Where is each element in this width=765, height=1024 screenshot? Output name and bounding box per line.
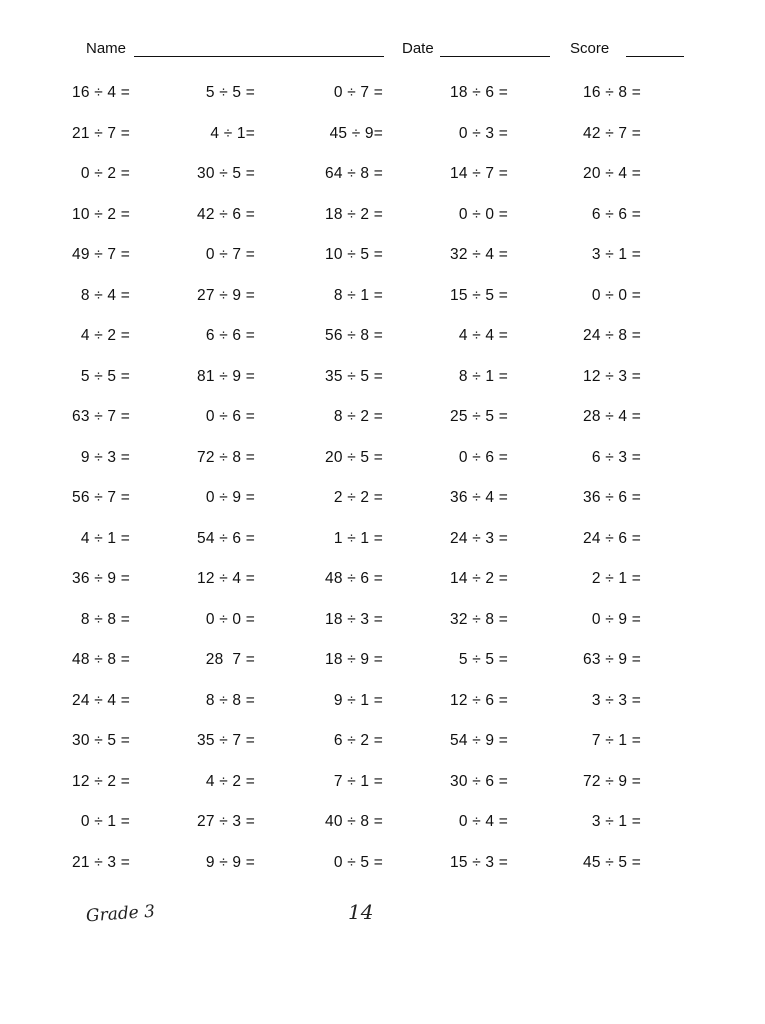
division-problem: 72 ÷ 8 = [197,448,255,466]
division-problem: 8 ÷ 8 = [205,691,255,709]
division-problem: 54 ÷ 6 = [197,529,255,547]
division-problem: 0 ÷ 1 = [80,813,130,830]
division-problem: 0 ÷ 5 = [333,853,383,871]
division-problem: 12 ÷ 6 = [450,691,508,709]
division-problem: 28 ÷ 4 = [583,408,641,425]
problem-row [0,246,765,287]
division-problem: 64 ÷ 8 = [325,165,383,182]
division-problem: 15 ÷ 3 = [450,853,508,871]
problem-row [0,125,765,166]
problem-row [0,732,765,773]
division-problem: 42 ÷ 7 = [583,124,641,142]
division-problem: 9 ÷ 3 = [80,448,130,466]
division-problem: 4 ÷ 2 = [205,772,255,790]
date-field-line[interactable] [440,56,550,57]
division-problem: 5 ÷ 5 = [80,367,130,385]
division-problem: 36 ÷ 4 = [450,489,508,506]
score-field-line[interactable] [626,56,684,57]
page-number-handwritten: 14 [348,900,374,924]
division-problem: 49 ÷ 7 = [72,246,130,263]
division-problem: 3 ÷ 1 = [591,813,641,830]
division-problem: 32 ÷ 4 = [450,246,508,263]
division-problem: 16 ÷ 4 = [72,84,130,101]
name-label: Name [86,40,127,57]
division-problem: 21 ÷ 3 = [72,853,130,871]
division-problem: 18 ÷ 3 = [325,610,383,628]
division-problem: 8 ÷ 1 = [458,367,508,385]
score-label: Score [570,40,610,57]
division-problem: 6 ÷ 3 = [591,448,641,466]
division-problem: 27 ÷ 9 = [197,286,255,304]
division-problem: 0 ÷ 4 = [458,813,508,830]
division-problem: 25 ÷ 5 = [450,408,508,425]
division-problem: 16 ÷ 8 = [583,84,641,101]
division-problem: 32 ÷ 8 = [450,610,508,628]
division-problem: 0 ÷ 2 = [80,165,130,182]
division-problem: 4 ÷ 1 = [80,529,130,547]
division-problem: 10 ÷ 2 = [72,205,130,223]
division-problem: 8 ÷ 2 = [333,408,383,425]
problem-row [0,327,765,368]
division-problem: 0 ÷ 6 = [205,408,255,425]
division-problem: 12 ÷ 2 = [72,772,130,790]
problem-row [0,368,765,409]
division-problem: 20 ÷ 5 = [325,448,383,466]
division-problem: 8 ÷ 4 = [80,286,130,304]
date-label: Date [402,40,434,57]
division-problem: 24 ÷ 4 = [72,691,130,709]
division-problem: 6 ÷ 6 = [205,327,255,344]
division-problem: 24 ÷ 3 = [450,529,508,547]
division-problem: 35 ÷ 5 = [325,367,383,385]
worksheet-header [0,36,765,60]
division-problem: 24 ÷ 6 = [583,529,641,547]
division-problem: 36 ÷ 6 = [583,489,641,506]
division-problem: 2 ÷ 1 = [591,570,641,587]
division-problem: 0 ÷ 7 = [205,246,255,263]
problem-row [0,651,765,692]
division-problem: 20 ÷ 4 = [583,165,641,182]
division-problem: 9 ÷ 1 = [333,691,383,709]
division-problem: 0 ÷ 0 = [458,205,508,223]
division-problem: 24 ÷ 8 = [583,327,641,344]
division-problem: 10 ÷ 5 = [325,246,383,263]
name-field-line[interactable] [134,56,384,57]
division-problem: 6 ÷ 2 = [333,732,383,749]
division-problem: 1 ÷ 1 = [333,529,383,547]
division-problem: 18 ÷ 6 = [450,84,508,101]
division-problem: 72 ÷ 9 = [583,772,641,790]
division-problem: 3 ÷ 1 = [591,246,641,263]
problem-row [0,570,765,611]
division-problem: 8 ÷ 8 = [80,610,130,628]
division-problem: 8 ÷ 1 = [333,286,383,304]
division-problem: 7 ÷ 1 = [591,732,641,749]
division-problem: 45 ÷ 9= [329,124,383,142]
division-problem: 48 ÷ 8 = [72,651,130,668]
division-problem: 18 ÷ 9 = [325,651,383,668]
division-problem: 4 ÷ 2 = [80,327,130,344]
division-problem: 0 ÷ 3 = [458,124,508,142]
division-problem: 28 7 = [205,651,255,668]
division-problem: 4 ÷ 1= [210,124,255,142]
division-problem: 5 ÷ 5 = [458,651,508,668]
problem-row [0,611,765,652]
division-problem: 5 ÷ 5 = [205,84,255,101]
problem-row [0,287,765,328]
division-problem: 27 ÷ 3 = [197,813,255,830]
division-problem: 30 ÷ 5 = [72,732,130,749]
problem-row [0,530,765,571]
division-problem: 48 ÷ 6 = [325,570,383,587]
division-problem: 0 ÷ 9 = [205,489,255,506]
division-problem: 0 ÷ 6 = [458,448,508,466]
division-problem: 54 ÷ 9 = [450,732,508,749]
division-problem: 56 ÷ 8 = [325,327,383,344]
problem-row [0,813,765,854]
division-problem: 45 ÷ 5 = [583,853,641,871]
division-problem: 21 ÷ 7 = [72,124,130,142]
division-problem: 35 ÷ 7 = [197,732,255,749]
division-problem: 7 ÷ 1 = [333,772,383,790]
division-problem: 0 ÷ 0 = [205,610,255,628]
problem-row [0,449,765,490]
division-problem: 0 ÷ 7 = [333,84,383,101]
division-problem: 6 ÷ 6 = [591,205,641,223]
problem-row [0,692,765,733]
division-problem: 30 ÷ 5 = [197,165,255,182]
division-problem: 36 ÷ 9 = [72,570,130,587]
problem-row [0,773,765,814]
division-problem: 3 ÷ 3 = [591,691,641,709]
division-problem: 0 ÷ 9 = [591,610,641,628]
problem-row [0,206,765,247]
division-problem: 63 ÷ 7 = [72,408,130,425]
problem-row [0,165,765,206]
division-problem: 12 ÷ 3 = [583,367,641,385]
division-problem: 56 ÷ 7 = [72,489,130,506]
division-problem: 9 ÷ 9 = [205,853,255,871]
division-problem: 14 ÷ 2 = [450,570,508,587]
division-problem: 0 ÷ 0 = [591,286,641,304]
division-problem: 18 ÷ 2 = [325,205,383,223]
division-problem: 63 ÷ 9 = [583,651,641,668]
problem-row [0,84,765,125]
division-problem: 30 ÷ 6 = [450,772,508,790]
division-problem: 2 ÷ 2 = [333,489,383,506]
division-problem: 12 ÷ 4 = [197,570,255,587]
division-problem: 42 ÷ 6 = [197,205,255,223]
division-problem: 15 ÷ 5 = [450,286,508,304]
problem-grid [0,84,765,894]
division-problem: 14 ÷ 7 = [450,165,508,182]
division-problem: 40 ÷ 8 = [325,813,383,830]
problem-row [0,489,765,530]
division-problem: 81 ÷ 9 = [197,367,255,385]
problem-row [0,408,765,449]
problem-row [0,854,765,895]
grade-handwritten-note: Grade 3 [85,901,156,927]
division-problem: 4 ÷ 4 = [458,327,508,344]
